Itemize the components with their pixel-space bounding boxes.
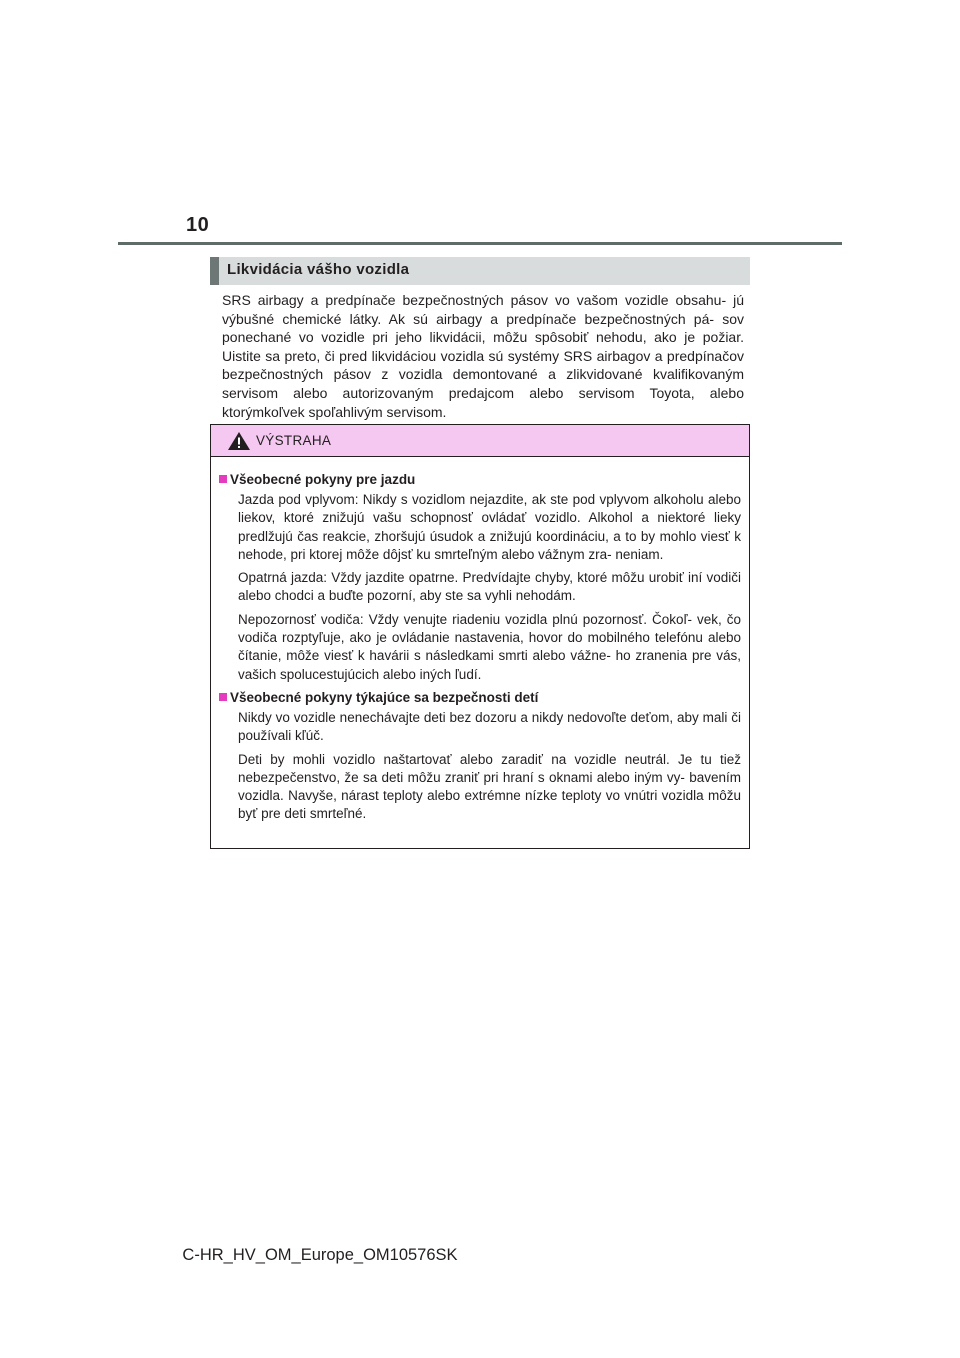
warning-item-title-text: Všeobecné pokyny pre jazdu [230, 472, 416, 487]
header-rule [118, 242, 842, 245]
warning-paragraph: Nepozornosť vodiča: Vždy venujte riadeniu vozidla plnú pozornosť. Čokoľ- vek, čo vodiča rozptyľuje, ako je ovládanie nastavenia, hovor do mobilného telefónu alebo čítanie, môže viesť k havárii s následkami smrti alebo vážne- ho zranenia pre vás, vašich spolucestujúcich alebo iných ľudí. [238, 611, 741, 682]
warning-paragraph: Deti by mohli vozidlo naštartovať alebo zaradiť na vozidle neutrál. Je tu tiež nebezpečenstvo, že sa deti môžu zraniť pri hraní s oknami alebo iným vy- bavením vozidla. Navyše, nárast teploty alebo extrémne nízke teploty vo vnútri vozidla môžu byť pre deti smrteľné. [238, 751, 741, 822]
warning-box [210, 424, 750, 849]
warning-header [211, 425, 749, 457]
warning-item-title-text: Všeobecné pokyny týkajúce sa bezpečnosti detí [230, 689, 539, 705]
bullet-square-icon [219, 475, 227, 483]
section-header [210, 257, 750, 285]
warning-label: VÝSTRAHA [256, 433, 332, 448]
warning-triangle-icon [227, 431, 251, 451]
warning-paragraph: Opatrná jazda: Vždy jazdite opatrne. Predvídajte chyby, ktoré môžu urobiť iní vodiči alebo chodci a buďte pozorní, aby ste sa vyhli nehodám. [238, 570, 741, 604]
warning-item-title [219, 471, 741, 489]
warning-item-title [219, 689, 741, 707]
section-title: Likvidácia vášho vozidla [227, 261, 410, 278]
document-footer-code: C-HR_HV_OM_Europe_OM10576SK [182, 1246, 458, 1264]
warning-paragraph: Nikdy vo vozidle nenechávajte deti bez dozoru a nikdy nedovoľte deťom, aby mali či používali kľúč. [238, 709, 741, 744]
bullet-square-icon [219, 693, 227, 701]
section-intro-text: SRS airbagy a predpínače bezpečnostných pásov vo vašom vozidle obsahu- jú výbušné chemické látky. Ak sú airbagy a predpínače bezpečnostných pá- sov ponechané vo vozidle pri jeho likvidácii, môžu spôsobiť nehodu, ako je požiar. Uistite sa preto, či pred likvidáciou vozidla sú systémy SRS airbagov a predpínačov bezpečnostných pásov z vozidla demontované a zlikvidované kvalifikovaným servisom alebo autorizovaným predajcom alebo servisom Toyota, alebo ktorýmkoľvek spoľahlivým servisom. [222, 292, 744, 420]
warning-paragraph: Jazda pod vplyvom: Nikdy s vozidlom nejazdite, ak ste pod vplyvom alkoholu alebo liekov, ktoré znižujú vašu schopnosť ovládať vozidlo. Alkohol a niektoré lieky predlžujú čas reakcie, zhoršujú úsudok a znižujú koordináciu, a to by mohlo viesť k nehode, pri ktorej môže dôjsť ku smrteľným alebo vážnym zra- neniam. [238, 492, 741, 562]
page-number: 10 [186, 214, 210, 236]
warning-body [211, 457, 749, 824]
